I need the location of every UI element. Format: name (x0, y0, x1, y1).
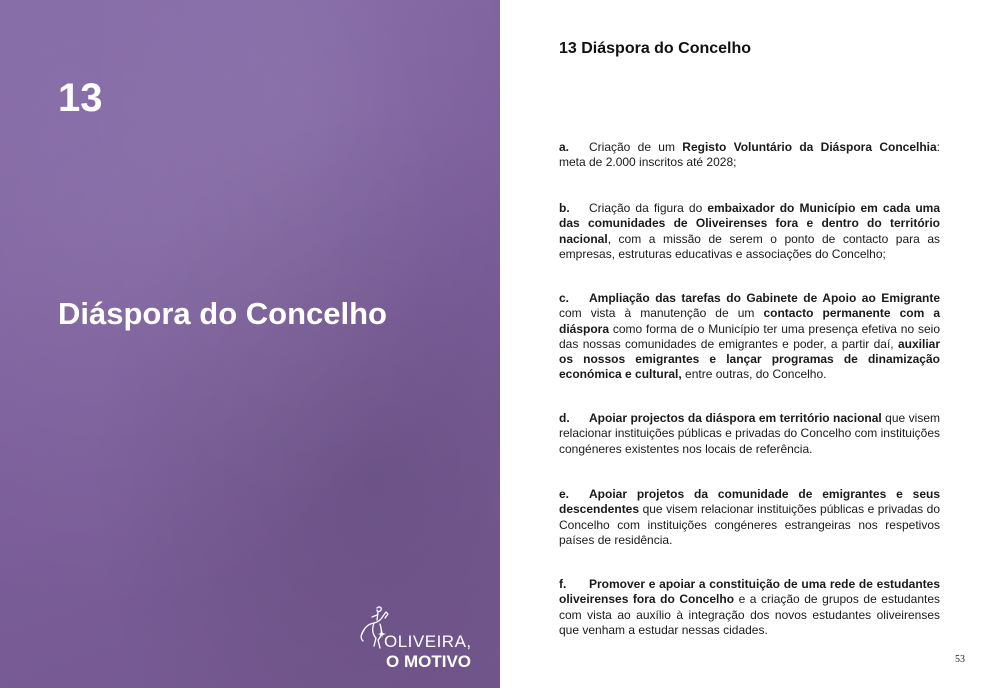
item-letter: e. (559, 487, 570, 501)
list-item-e (559, 487, 940, 548)
item-letter: a. (559, 140, 570, 154)
item-letter: c. (559, 291, 570, 305)
item-emphasis: Ampliação das tarefas do Gabinete de Apoio ao Emigrante (589, 291, 940, 305)
chapter-number: 13 (58, 76, 103, 120)
chapter-title: Diáspora do Concelho (58, 296, 387, 331)
list-item-b (559, 201, 940, 262)
item-text: e a criação de grupos de estudantes com vista ao auxílio à integração dos novos estudantes oliveirenses que venham a estudar nessas cidades. (559, 592, 941, 637)
item-emphasis: Registo Voluntário da Diáspora Concelhia (682, 140, 937, 154)
logo-text-line2: O MOTIVO (386, 652, 471, 671)
item-emphasis: auxiliar os nossos emigrantes e lançar programas de dinamização económica e cultural, (559, 336, 940, 382)
logo-text-line1: OLIVEIRA, (384, 632, 472, 651)
item-letter: b. (559, 201, 570, 215)
item-text: entre outras, do Concelho. (681, 367, 827, 382)
item-letter: d. (559, 411, 570, 425)
item-text: : meta de 2.000 inscritos até 2028; (559, 140, 941, 170)
item-emphasis: Apoiar projectos da diáspora em território nacional (589, 411, 882, 425)
item-text: como forma de o Município ter uma presença efetiva no seio das nossas comunidades de emigrantes e poder, a partir daí, (559, 321, 940, 351)
list-item-d (559, 411, 940, 457)
item-text: com vista à manutenção de um (559, 306, 764, 321)
item-emphasis: embaixador do Município em cada uma das comunidades de Oliveirenses fora e dentro do território nacional (559, 201, 940, 246)
item-text: que visem relacionar instituições públicas e privadas do Concelho com instituições congéneres existentes nos locais de referência. (559, 411, 940, 456)
list-item-a (559, 140, 940, 171)
section-heading: 13 Diáspora do Concelho (559, 40, 752, 57)
item-emphasis: Promover e apoiar a constituição de uma rede de estudantes oliveirenses fora do Concelho (559, 577, 940, 607)
item-emphasis: contacto permanente com a diáspora (559, 306, 941, 336)
oliveira-o-motivo-logo (358, 604, 478, 674)
item-letter: f. (559, 577, 567, 591)
item-text: Criação de um (589, 140, 683, 154)
list-item-c (559, 291, 940, 383)
list-item-f (559, 577, 940, 638)
item-text: Criação da figura do (589, 201, 708, 215)
item-text: , com a missão de serem o ponto de contacto para as empresas, estruturas educativas e associações do Concelho; (559, 231, 940, 261)
page-number: 53 (955, 654, 965, 665)
item-emphasis: Apoiar projetos da comunidade de emigrantes e seus descendentes (559, 487, 940, 517)
content-page (500, 0, 991, 688)
item-text: que visem relacionar instituições públicas e privadas do Concelho com instituições congéneres estrangeiras nos respetivos países de residência. (559, 502, 940, 547)
